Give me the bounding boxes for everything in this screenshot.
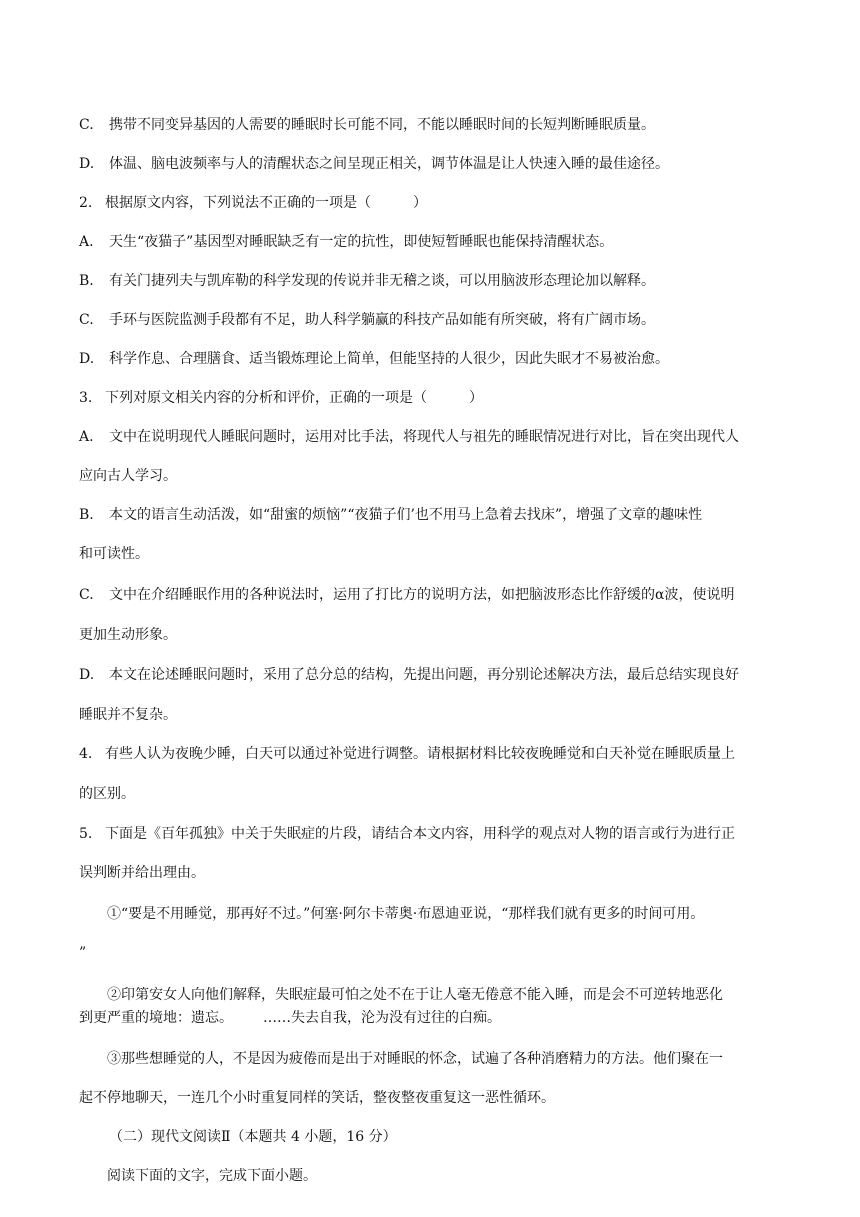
q4-stem	[79, 745, 800, 763]
question-text: 有些人认为夜晚少睡，白天可以通过补觉进行调整。请根据材料比较夜晚睡觉和白天补觉在睡眠质量上	[105, 746, 735, 762]
option-label: A.	[79, 429, 94, 445]
q3-option-c-cont	[79, 626, 800, 644]
option-label: C.	[79, 312, 94, 328]
q3-option-a-cont	[79, 467, 800, 485]
option-label: C.	[79, 117, 94, 133]
q2-option-b	[79, 272, 800, 290]
option-text: 天生“夜猫子”基因型对睡眠缺乏有一定的抗性，即使短暂睡眠也能保持清醒状态。	[109, 234, 614, 250]
excerpt-paragraph-3-cont	[79, 1089, 800, 1107]
option-text: 携带不同变异基因的人需要的睡眠时长可能不同，不能以睡眠时间的长短判断睡眠质量。	[109, 117, 655, 133]
question-number: 3.	[79, 390, 93, 406]
excerpt-text-cont-2: ……失去自我，沦为没有过往的白痴。	[263, 1010, 501, 1026]
question-text: 下面是《百年孤独》中关于失眠症的片段，请结合本文内容，用科学的观点对人物的语言或行为进行正	[105, 826, 735, 842]
q3-option-b	[79, 506, 800, 524]
q5-stem-cont	[79, 864, 800, 882]
excerpt-text: ③那些想睡觉的人，不是因为疲倦而是出于对睡眠的怀念，试遍了各种消磨精力的方法。他们聚在一	[107, 1051, 723, 1067]
q2-option-c	[79, 311, 800, 329]
question-number: 2.	[79, 195, 93, 211]
q3-option-c	[79, 586, 800, 604]
option-text-cont: 更加生动形象。	[79, 627, 177, 643]
option-label: C.	[79, 587, 94, 603]
option-text: 有关门捷列夫与凯库勒的科学发现的传说并非无稽之谈，可以用脑波形态理论加以解释。	[109, 273, 655, 289]
option-text: 文中在介绍睡眠作用的各种说法时，运用了打比方的说明方法，如把脑波形态比作舒缓的α波，使说明	[109, 587, 735, 603]
option-label: D.	[79, 667, 95, 683]
q3-option-a	[79, 428, 800, 446]
question-close: ）	[413, 195, 427, 211]
option-label: A.	[79, 234, 94, 250]
excerpt-text-cont: 起不停地聊天，一连几个小时重复同样的笑话，整夜整夜重复这一恶性循环。	[79, 1090, 555, 1106]
option-text: 手环与医院监测手段都有不足，助人科学躺赢的科技产品如能有所突破，将有广阔市场。	[109, 312, 655, 328]
option-text-cont: 和可读性。	[79, 546, 149, 562]
question-text-cont: 误判断并给出理由。	[79, 865, 205, 881]
q2-option-d	[79, 350, 800, 368]
question-number: 5.	[79, 826, 93, 842]
question-number: 4.	[79, 746, 93, 762]
excerpt-text-cont: 到更严重的境地：遗忘。	[79, 1010, 233, 1026]
q4-stem-cont	[79, 785, 800, 803]
excerpt-paragraph-1-cont	[79, 944, 800, 962]
option-text-cont: 睡眠并不复杂。	[79, 707, 177, 723]
q3-option-b-cont	[79, 545, 800, 563]
q3-stem	[79, 389, 800, 407]
excerpt-paragraph-3	[107, 1050, 800, 1068]
option-text: 本文的语言生动活泼，如“甜蜜的烦恼”“夜猫子们’也不用马上急着去找床”，增强了文章的趣味性	[109, 507, 703, 523]
q5-stem	[79, 825, 800, 843]
section-heading-text: （二）现代文阅读Ⅱ（本题共 4 小题，16 分）	[109, 1129, 397, 1145]
excerpt-text-cont: ”	[79, 945, 87, 961]
option-label: D.	[79, 351, 95, 367]
excerpt-text: ②印第安女人向他们解释，失眠症最可怕之处不在于让人毫无倦意不能入睡，而是会不可逆转地恶化	[107, 987, 723, 1003]
q1-option-d	[79, 155, 800, 173]
section-heading	[109, 1128, 800, 1146]
question-text: 下列对原文相关内容的分析和评价，正确的一项是（	[105, 390, 427, 406]
question-text: 根据原文内容，下列说法不正确的一项是（	[105, 195, 371, 211]
option-text: 体温、脑电波频率与人的清醒状态之间呈现正相关，调节体温是让人快速入睡的最佳途径。	[109, 156, 669, 172]
section-instruction	[107, 1167, 800, 1185]
question-text-cont: 的区别。	[79, 786, 135, 802]
option-text: 文中在说明现代人睡眠问题时，运用对比手法，将现代人与祖先的睡眠情况进行对比，旨在突出现代人	[109, 429, 739, 445]
option-text: 科学作息、合理膳食、适当锻炼理论上简单，但能坚持的人很少，因此失眠才不易被治愈。	[109, 351, 669, 367]
q3-option-d	[79, 666, 800, 684]
option-text-cont: 应向古人学习。	[79, 468, 177, 484]
question-close: ）	[469, 390, 483, 406]
option-text: 本文在论述睡眠问题时，采用了总分总的结构，先提出问题，再分别论述解决方法，最后总结实现良好	[109, 667, 739, 683]
option-label: B.	[79, 273, 94, 289]
q2-stem	[79, 194, 800, 212]
option-label: B.	[79, 507, 94, 523]
excerpt-text: ①“要是不用睡觉，那再好不过。”何塞·阿尔卡蒂奥·布恩迪亚说，“那样我们就有更多的时间可用。	[107, 906, 705, 922]
q3-option-d-cont	[79, 706, 800, 724]
excerpt-paragraph-1	[107, 905, 800, 923]
option-label: D.	[79, 156, 95, 172]
excerpt-paragraph-2-cont	[79, 1009, 800, 1027]
q1-option-c	[79, 116, 800, 134]
section-instruction-text: 阅读下面的文字，完成下面小题。	[107, 1168, 317, 1184]
excerpt-paragraph-2	[107, 986, 800, 1004]
q2-option-a	[79, 233, 800, 251]
